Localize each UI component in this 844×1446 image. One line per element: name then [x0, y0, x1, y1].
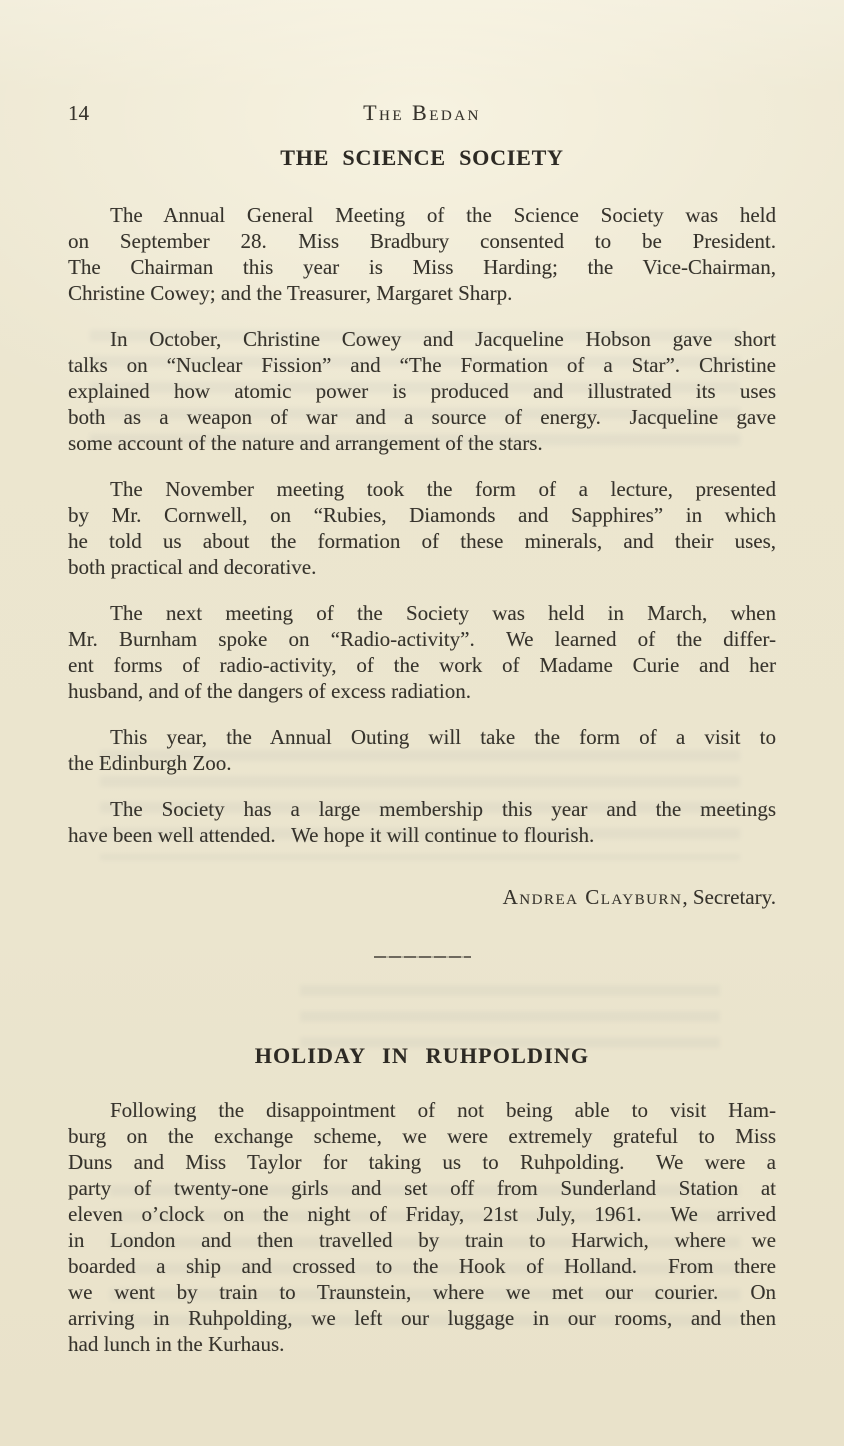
paragraph — [68, 476, 776, 580]
text-line: he told us about the formation of these minerals, and their uses, — [68, 529, 776, 553]
text-line: Christine Cowey; and the Treasurer, Margaret Sharp. — [68, 281, 513, 305]
paragraph — [68, 796, 776, 848]
paragraph — [68, 1097, 776, 1357]
article-title-science-society: THE SCIENCE SOCIETY — [280, 145, 564, 170]
text-line: by Mr. Cornwell, on “Rubies, Diamonds and Sapphires” in which — [68, 503, 776, 527]
page-content — [68, 100, 776, 1357]
text-line: The Society has a large membership this year and the meetings — [110, 797, 776, 821]
text-line: Following the disappointment of not being able to visit Ham- — [110, 1098, 776, 1122]
paragraph — [68, 724, 776, 776]
text-line: both as a weapon of war and a source of energy. Jacqueline gave — [68, 405, 776, 429]
text-line: both practical and decorative. — [68, 555, 317, 579]
text-line: eleven o’clock on the night of Friday, 21st July, 1961. We arrived — [68, 1202, 776, 1226]
text-line: talks on “Nuclear Fission” and “The Formation of a Star”. Christine — [68, 353, 776, 377]
text-line: arriving in Ruhpolding, we left our luggage in our rooms, and then — [68, 1306, 776, 1330]
text-line: The Chairman this year is Miss Harding; the Vice-Chairman, — [68, 255, 776, 279]
article-title-holiday-ruhpolding: HOLIDAY IN RUHPOLDING — [254, 1043, 590, 1068]
page-header — [68, 100, 776, 126]
text-line: boarded a ship and crossed to the Hook of Holland. From there — [68, 1254, 776, 1278]
running-title: The Bedan — [363, 100, 481, 125]
signature-line — [68, 884, 776, 910]
text-line: The next meeting of the Society was held in March, when — [110, 601, 776, 625]
text-line: burg on the exchange scheme, we were extremely grateful to Miss — [68, 1124, 776, 1148]
text-line: have been well attended. We hope it will continue to flourish. — [68, 823, 595, 847]
text-line: we went by train to Traunstein, where we met our courier. On — [68, 1280, 776, 1304]
signature-name: Andrea Clayburn — [502, 885, 683, 909]
text-line: ent forms of radio-activity, of the work of Madame Curie and her — [68, 653, 776, 677]
text-line: the Edinburgh Zoo. — [68, 751, 232, 775]
text-line: Mr. Burnham spoke on “Radio-activity”. We learned of the differ- — [68, 627, 776, 651]
text-line: in London and then travelled by train to Harwich, where we — [68, 1228, 776, 1252]
section-divider — [374, 956, 471, 958]
text-line: husband, and of the dangers of excess radiation. — [68, 679, 471, 703]
text-line: had lunch in the Kurhaus. — [68, 1332, 285, 1356]
text-line: This year, the Annual Outing will take the form of a visit to — [110, 725, 776, 749]
paragraph — [68, 600, 776, 704]
text-line: explained how atomic power is produced and illustrated its uses — [68, 379, 776, 403]
page-number: 14 — [68, 101, 89, 125]
text-line: Duns and Miss Taylor for taking us to Ruhpolding. We were a — [68, 1150, 776, 1174]
text-line: The Annual General Meeting of the Science Society was held — [110, 203, 776, 227]
paragraph — [68, 202, 776, 306]
signature-role: , Secretary. — [682, 885, 776, 909]
text-line: on September 28. Miss Bradbury consented to be President. — [68, 229, 776, 253]
text-line: party of twenty-one girls and set off from Sunderland Station at — [68, 1176, 776, 1200]
text-line: some account of the nature and arrangement of the stars. — [68, 431, 543, 455]
text-line: The November meeting took the form of a lecture, presented — [110, 477, 776, 501]
paragraph — [68, 326, 776, 456]
text-line: In October, Christine Cowey and Jacqueline Hobson gave short — [110, 327, 776, 351]
